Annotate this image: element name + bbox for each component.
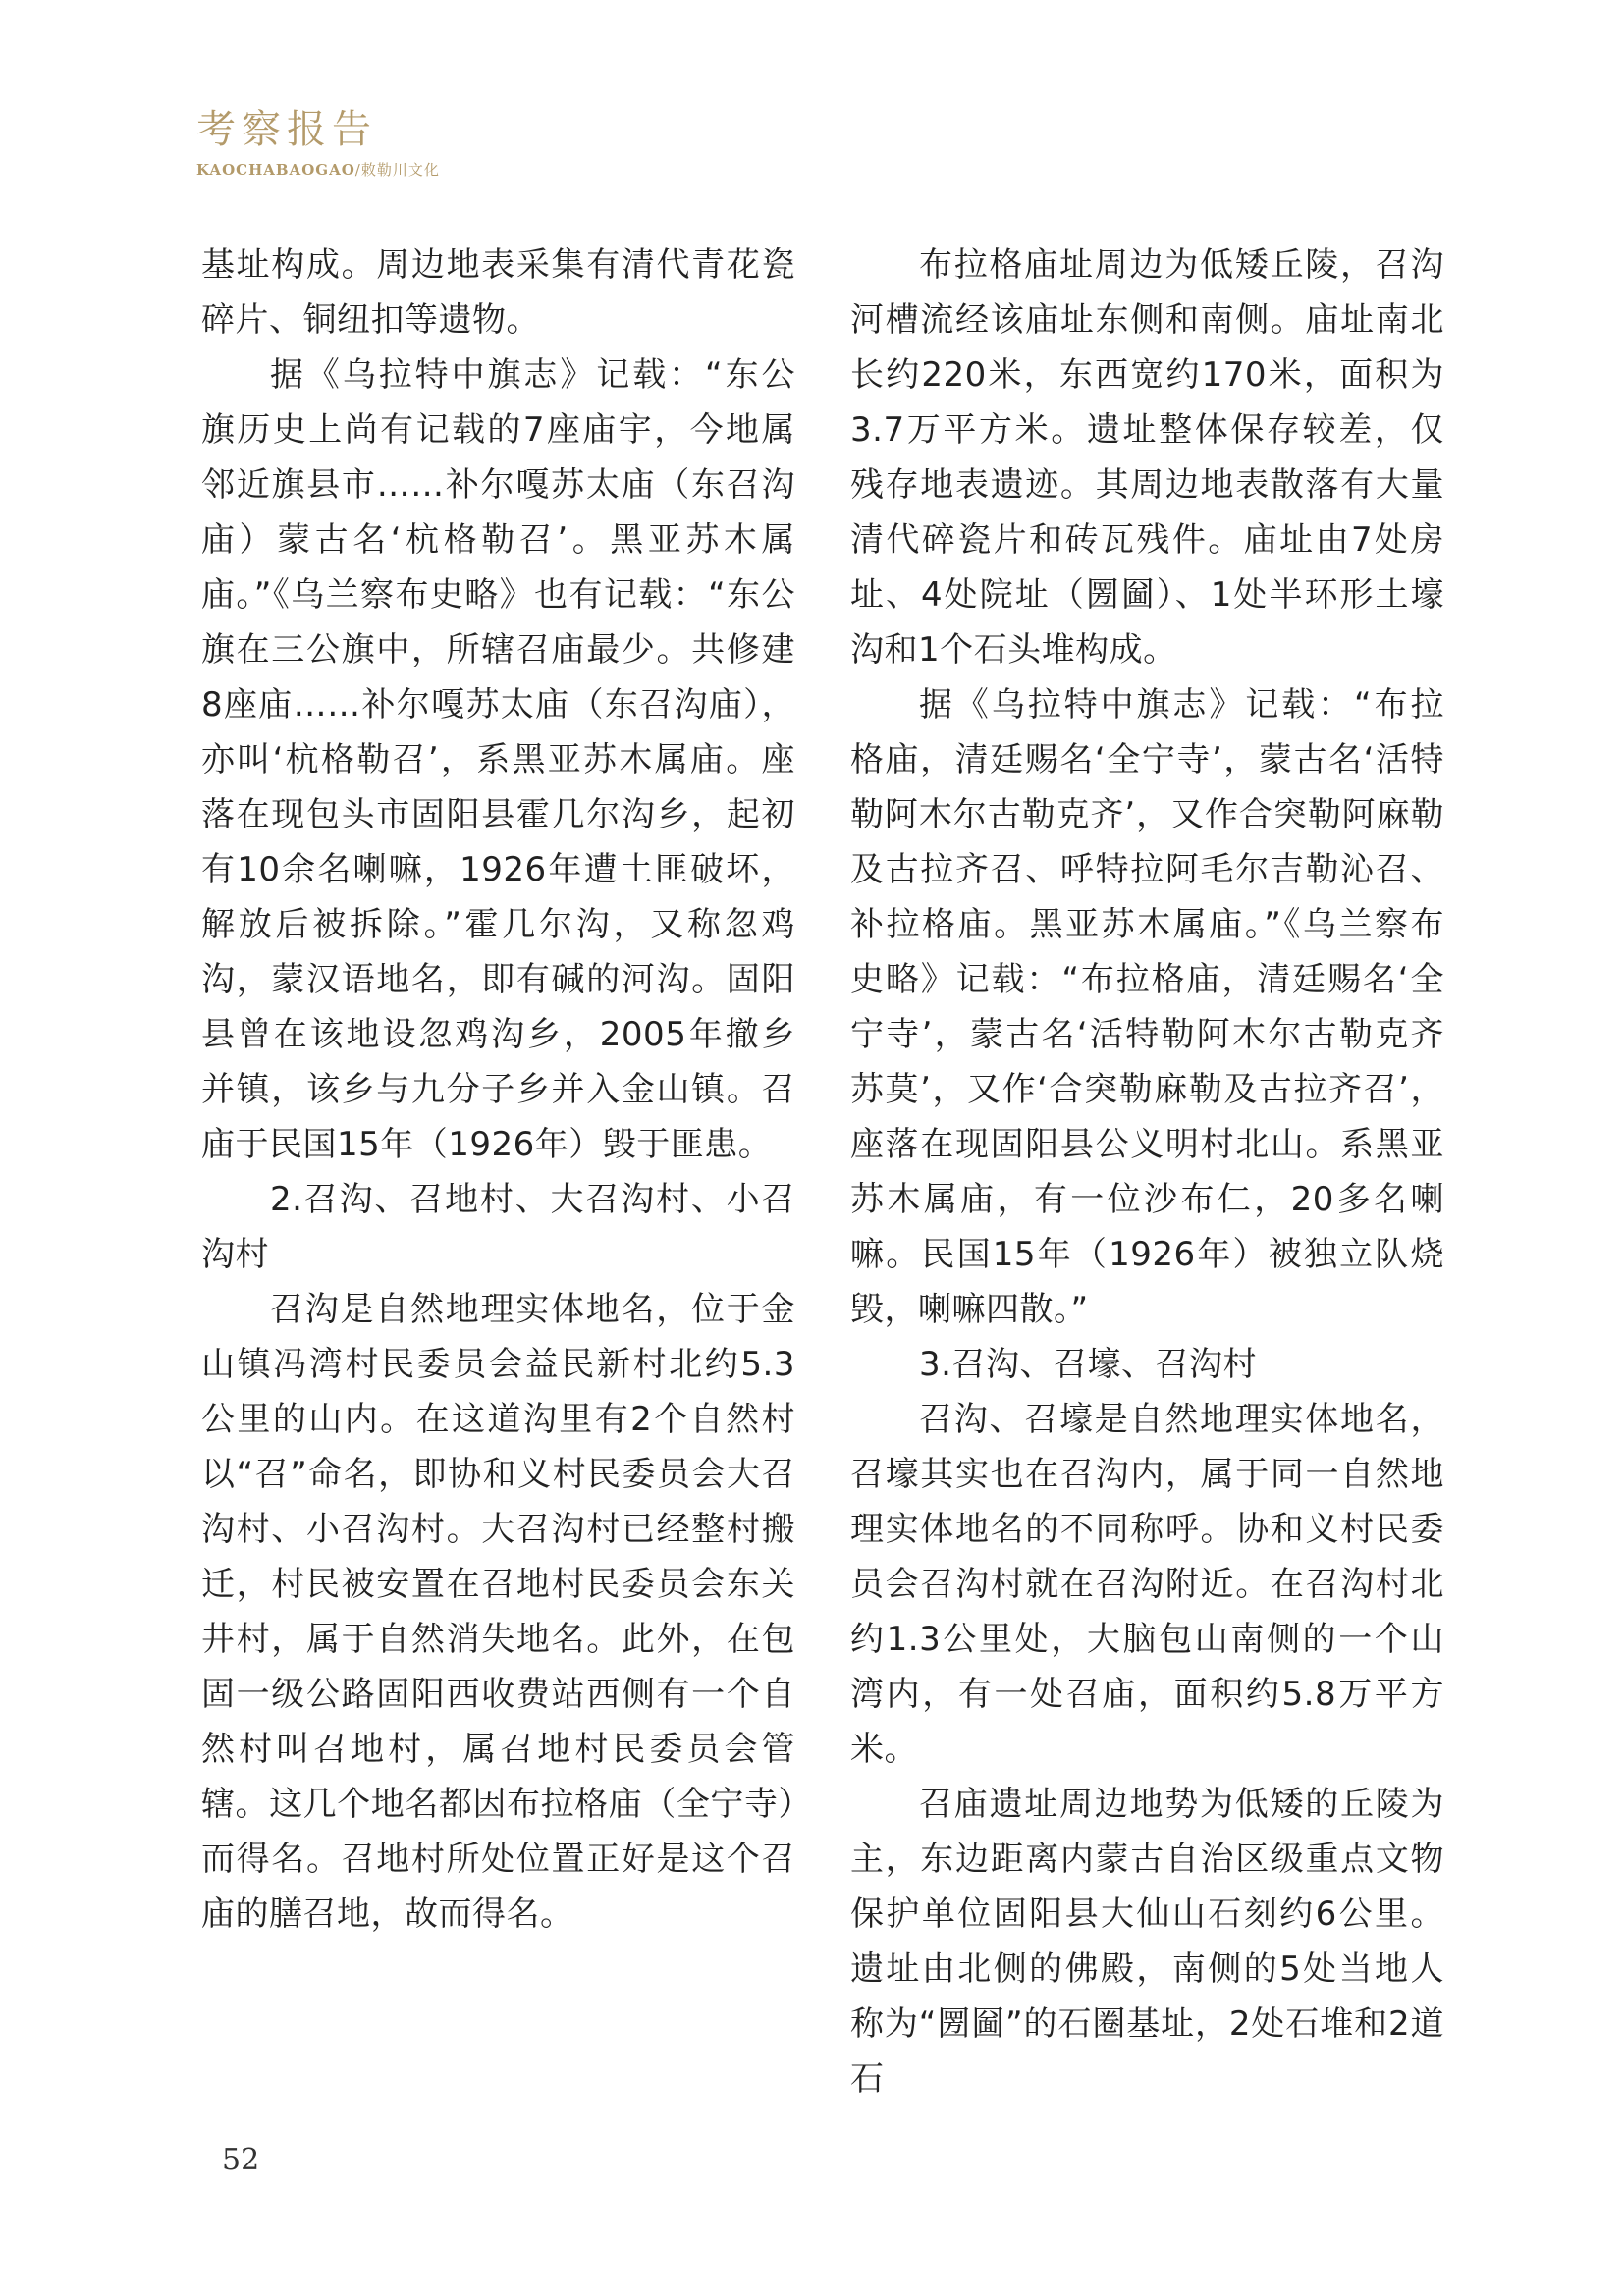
paragraph: 基址构成。周边地表采集有清代青花瓷碎片、铜纽扣等遗物。 — [201, 245, 795, 340]
section-subtitle — [196, 159, 440, 180]
paragraph: 召沟是自然地理实体地名，位于金山镇冯湾村民委员会益民新村北约5.3公里的山内。在这道沟里有2个自然村以“召”命名，即协和义村民委员会大召沟村、小召沟村。大召沟村已经整村搬迁，村民被安置在召地村民委员会东关井村，属于自然消失地名。此外，在包固一级公路固阳西收费站西侧有一个自然村叫召地村，属召地村民委员会管辖。这几个地名都因布拉格庙（全宁寺）而得名。召地村所处位置正好是这个召庙的膳召地，故而得名。 — [201, 1290, 795, 1934]
paragraph: 布拉格庙址周边为低矮丘陵，召沟河槽流经该庙址东侧和南侧。庙址南北长约220米，东西宽约170米，面积为3.7万平方米。遗址整体保存较差，仅残存地表遗迹。其周边地表散落有大量清代碎瓷片和砖瓦残件。庙址由7处房址、4处院址（圐圙）、1处半环形土壕沟和1个石头堆构成。 — [850, 245, 1444, 669]
running-header — [196, 107, 440, 180]
paragraph: 3.召沟、召壕、召沟村 — [919, 1345, 1257, 1384]
paragraph: 召沟、召壕是自然地理实体地名，召壕其实也在召沟内，属于同一自然地理实体地名的不同称呼。协和义村民委员会召沟村就在召沟附近。在召沟村北约1.3公里处，大脑包山南侧的一个山湾内，有一处召庙，面积约5.8万平方米。 — [850, 1400, 1444, 1769]
subtitle-pinyin: KAOCHABAOGAO — [196, 161, 355, 179]
paragraph: 据《乌拉特中旗志》记载：“布拉格庙，清廷赐名‘全宁寺’，蒙古名‘活特勒阿木尔古勒克齐’，又作合突勒阿麻勒及古拉齐召、呼特拉阿毛尔吉勒沁召、补拉格庙。黑亚苏木属庙。”《乌兰察布史略》记载：“布拉格庙，清廷赐名‘全宁寺’，蒙古名‘活特勒阿木尔古勒克齐苏莫’，又作‘合突勒麻勒及古拉齐召’，座落在现固阳县公义明村北山。系黑亚苏木属庙，有一位沙布仁，20多名喇嘛。民国15年（1926年）被独立队烧毁，喇嘛四散。” — [850, 685, 1444, 1329]
paragraph: 据《乌拉特中旗志》记载：“东公旗历史上尚有记载的7座庙宇，今地属邻近旗县市……补尔嘎苏太庙（东召沟庙）蒙古名‘杭格勒召’。黑亚苏木属庙。”《乌兰察布史略》也有记载：“东公旗在三公旗中，所辖召庙最少。共修建8座庙……补尔嘎苏太庙（东召沟庙），亦叫‘杭格勒召’，系黑亚苏木属庙。座落在现包头市固阳县霍几尔沟乡，起初有10余名喇嘛，1926年遭土匪破坏，解放后被拆除。”霍几尔沟，又称忽鸡沟，蒙汉语地名，即有碱的河沟。固阳县曾在该地设忽鸡沟乡，2005年撤乡并镇，该乡与九分子乡并入金山镇。召庙于民国15年（1926年）毁于匪患。 — [201, 355, 795, 1164]
subtitle-separator: / — [354, 161, 361, 179]
paragraph: 召庙遗址周边地势为低矮的丘陵为主，东边距离内蒙古自治区级重点文物保护单位固阳县大仙山石刻约6公里。遗址由北侧的佛殿，南侧的5处当地人称为“圐圙”的石圈基址，2处石堆和2道石 — [850, 1785, 1444, 2099]
paragraph: 2.召沟、召地村、大召沟村、小召沟村 — [201, 1180, 795, 1274]
left-text-column — [201, 238, 795, 1942]
subtitle-magazine: 敕勒川文化 — [360, 161, 440, 179]
page-number: 52 — [222, 2143, 260, 2177]
section-title: 考察报告 — [196, 107, 377, 152]
right-text-column — [850, 238, 1444, 2107]
